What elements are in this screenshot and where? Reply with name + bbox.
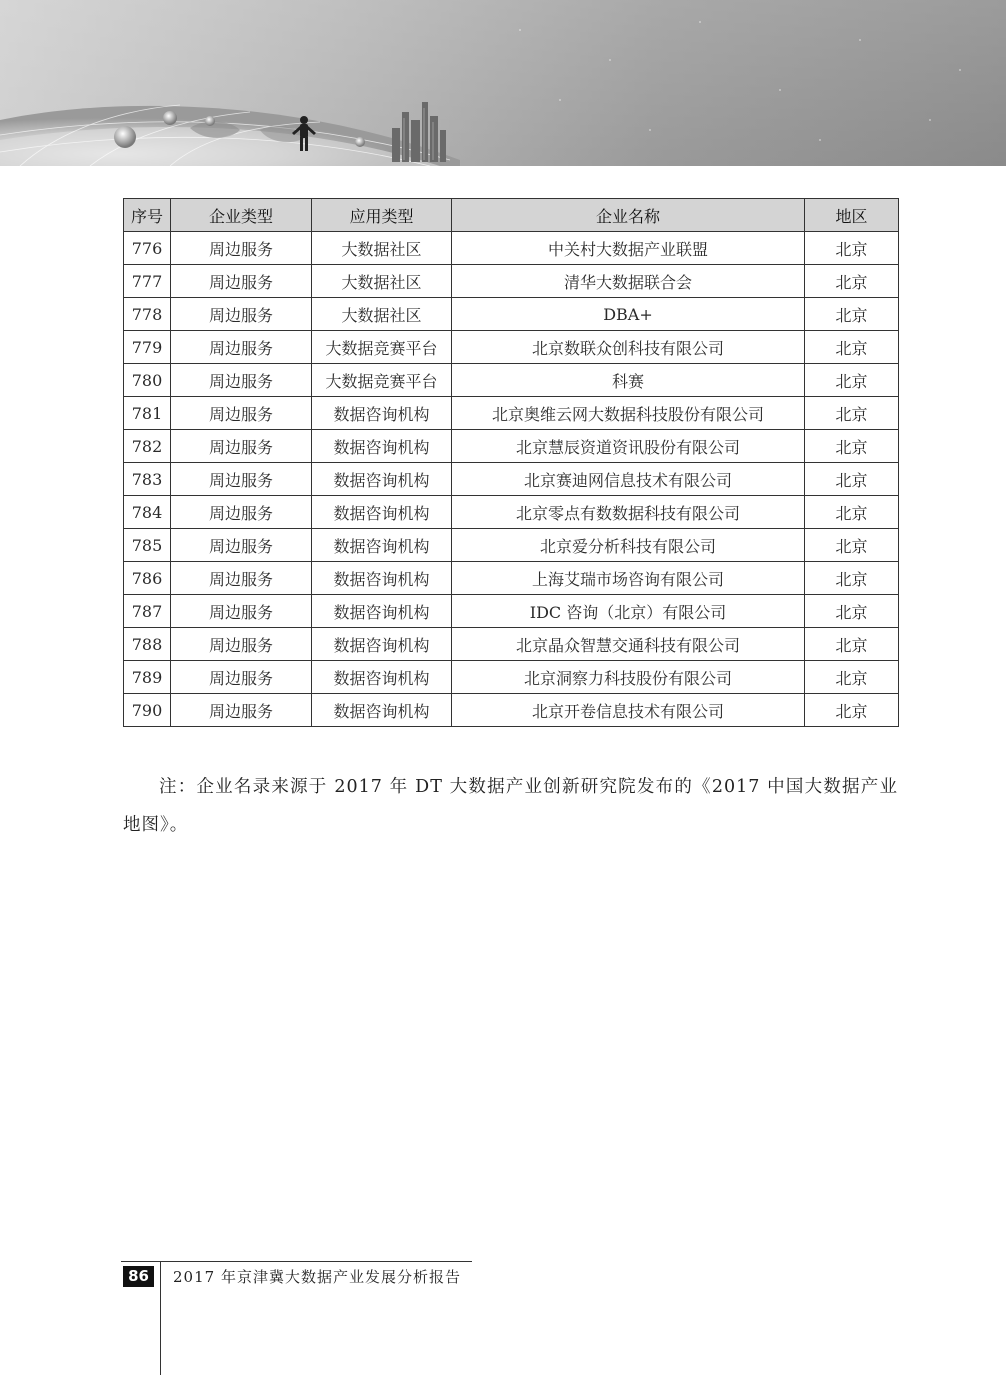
cell-company-type: 周边服务 (171, 595, 312, 628)
column-header-company-name: 企业名称 (452, 199, 805, 232)
cell-index: 785 (124, 529, 171, 562)
cell-company-type: 周边服务 (171, 331, 312, 364)
cell-application-type: 数据咨询机构 (312, 529, 452, 562)
cell-region: 北京 (805, 529, 899, 562)
cell-company-name: 清华大数据联合会 (452, 265, 805, 298)
cell-index: 777 (124, 265, 171, 298)
cell-company-name: 北京奥维云网大数据科技股份有限公司 (452, 397, 805, 430)
column-header-index: 序号 (124, 199, 171, 232)
cell-application-type: 数据咨询机构 (312, 463, 452, 496)
cell-company-type: 周边服务 (171, 232, 312, 265)
cell-application-type: 数据咨询机构 (312, 562, 452, 595)
table-row (124, 331, 899, 364)
cell-company-name: 北京零点有数数据科技有限公司 (452, 496, 805, 529)
cell-company-name: 北京数联众创科技有限公司 (452, 331, 805, 364)
table-row (124, 298, 899, 331)
cell-company-type: 周边服务 (171, 430, 312, 463)
cell-region: 北京 (805, 463, 899, 496)
cell-application-type: 大数据社区 (312, 265, 452, 298)
running-footer-title: 2017 年京津冀大数据产业发展分析报告 (173, 1268, 461, 1286)
cell-index: 784 (124, 496, 171, 529)
cell-company-name: 北京爱分析科技有限公司 (452, 529, 805, 562)
table-row (124, 232, 899, 265)
cell-application-type: 大数据社区 (312, 298, 452, 331)
cell-company-name: 北京赛迪网信息技术有限公司 (452, 463, 805, 496)
cell-region: 北京 (805, 595, 899, 628)
cell-index: 790 (124, 694, 171, 727)
cell-application-type: 大数据社区 (312, 232, 452, 265)
source-note: 注：企业名录来源于 2017 年 DT 大数据产业创新研究院发布的《2017 中国大数据产业地图》。 (123, 777, 898, 835)
cell-company-type: 周边服务 (171, 298, 312, 331)
cell-index: 788 (124, 628, 171, 661)
column-header-company-type: 企业类型 (171, 199, 312, 232)
cell-application-type: 数据咨询机构 (312, 496, 452, 529)
cell-region: 北京 (805, 628, 899, 661)
cell-region: 北京 (805, 364, 899, 397)
cell-region: 北京 (805, 232, 899, 265)
cell-application-type: 数据咨询机构 (312, 661, 452, 694)
cell-index: 782 (124, 430, 171, 463)
table-row (124, 628, 899, 661)
cell-index: 781 (124, 397, 171, 430)
cell-application-type: 大数据竞赛平台 (312, 331, 452, 364)
cell-index: 779 (124, 331, 171, 364)
cell-region: 北京 (805, 331, 899, 364)
cell-company-type: 周边服务 (171, 562, 312, 595)
column-header-region: 地区 (805, 199, 899, 232)
cell-index: 780 (124, 364, 171, 397)
cell-company-name: DBA+ (452, 298, 805, 331)
table-row (124, 496, 899, 529)
cell-company-type: 周边服务 (171, 265, 312, 298)
table-row (124, 397, 899, 430)
cell-application-type: 大数据竞赛平台 (312, 364, 452, 397)
header-banner (0, 0, 1006, 166)
cell-company-name: IDC 咨询（北京）有限公司 (452, 595, 805, 628)
cell-company-name: 北京慧辰资道资讯股份有限公司 (452, 430, 805, 463)
cell-index: 776 (124, 232, 171, 265)
table-row (124, 430, 899, 463)
cell-region: 北京 (805, 397, 899, 430)
cell-company-name: 北京晶众智慧交通科技有限公司 (452, 628, 805, 661)
table-header-row (124, 199, 899, 232)
cell-company-type: 周边服务 (171, 496, 312, 529)
cell-company-name: 北京开卷信息技术有限公司 (452, 694, 805, 727)
cell-region: 北京 (805, 661, 899, 694)
cell-application-type: 数据咨询机构 (312, 628, 452, 661)
cell-company-type: 周边服务 (171, 364, 312, 397)
page-number: 86 (123, 1266, 154, 1287)
cell-index: 786 (124, 562, 171, 595)
cell-region: 北京 (805, 265, 899, 298)
table-row (124, 694, 899, 727)
cell-index: 778 (124, 298, 171, 331)
cell-company-type: 周边服务 (171, 694, 312, 727)
table-row (124, 529, 899, 562)
cell-region: 北京 (805, 430, 899, 463)
cell-region: 北京 (805, 496, 899, 529)
cell-company-name: 上海艾瑞市场咨询有限公司 (452, 562, 805, 595)
cell-application-type: 数据咨询机构 (312, 397, 452, 430)
cell-company-name: 中关村大数据产业联盟 (452, 232, 805, 265)
cell-company-type: 周边服务 (171, 463, 312, 496)
cell-application-type: 数据咨询机构 (312, 595, 452, 628)
cell-index: 787 (124, 595, 171, 628)
cell-application-type: 数据咨询机构 (312, 430, 452, 463)
cell-company-type: 周边服务 (171, 397, 312, 430)
cell-company-name: 科赛 (452, 364, 805, 397)
cell-company-name: 北京洞察力科技股份有限公司 (452, 661, 805, 694)
table-row (124, 463, 899, 496)
cell-application-type: 数据咨询机构 (312, 694, 452, 727)
table-row (124, 661, 899, 694)
footer-rule-horizontal (121, 1261, 472, 1262)
table-row (124, 265, 899, 298)
cell-region: 北京 (805, 298, 899, 331)
cell-company-type: 周边服务 (171, 661, 312, 694)
cell-index: 783 (124, 463, 171, 496)
table-row (124, 562, 899, 595)
table-row (124, 364, 899, 397)
footer-rule-vertical (160, 1261, 161, 1375)
cell-index: 789 (124, 661, 171, 694)
header-banner-graphic (0, 0, 1006, 166)
table-row (124, 595, 899, 628)
cell-company-type: 周边服务 (171, 529, 312, 562)
cell-region: 北京 (805, 562, 899, 595)
column-header-application-type: 应用类型 (312, 199, 452, 232)
cell-company-type: 周边服务 (171, 628, 312, 661)
company-table (123, 198, 899, 727)
cell-region: 北京 (805, 694, 899, 727)
